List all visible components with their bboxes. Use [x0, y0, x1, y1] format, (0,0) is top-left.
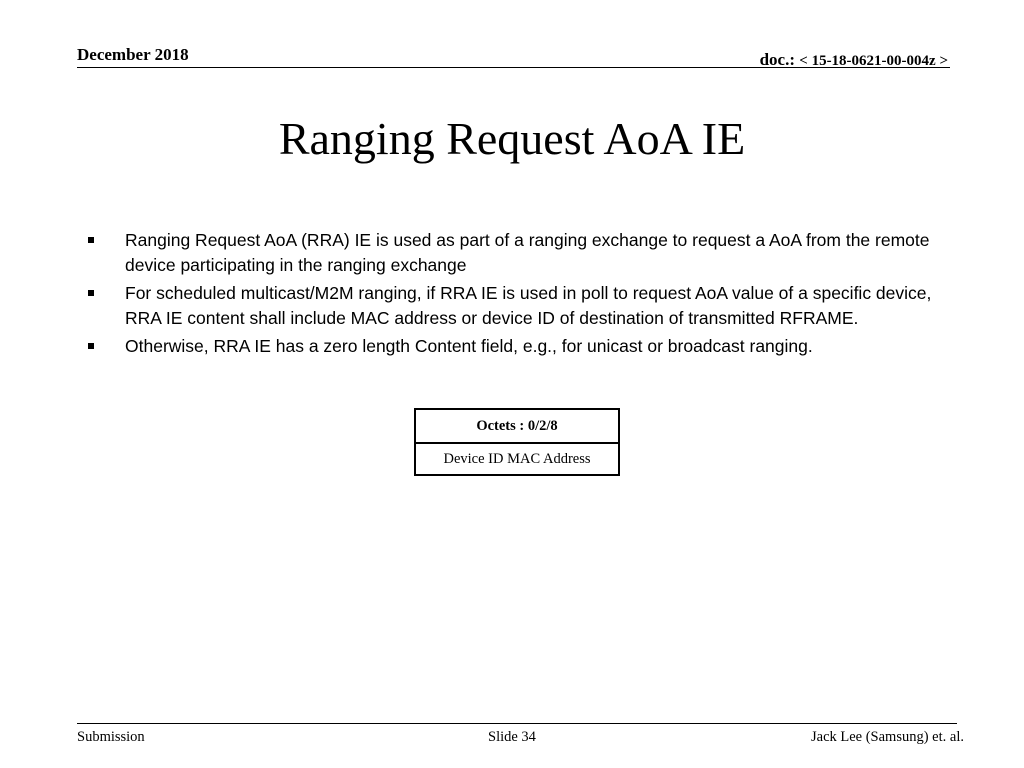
- table-row: [415, 443, 619, 475]
- bullet-list: [85, 228, 955, 363]
- table-header-row: [415, 409, 619, 443]
- bullet-item: [85, 281, 955, 330]
- header-date: December 2018: [77, 45, 189, 64]
- footer-slide-number: Slide 34: [488, 729, 536, 745]
- header-divider: [77, 67, 950, 68]
- footer-divider: [77, 723, 957, 724]
- square-bullet-icon: [88, 343, 94, 349]
- header-doc-id: [760, 49, 948, 72]
- ie-format-table: [414, 408, 620, 476]
- bullet-text: Otherwise, RRA IE has a zero length Content field, e.g., for unicast or broadcast ranging.: [125, 336, 813, 356]
- footer-author: Jack Lee (Samsung) et. al.: [810, 729, 964, 745]
- square-bullet-icon: [88, 290, 94, 296]
- doc-label: doc.:: [759, 50, 796, 69]
- doc-number: < 15-18-0621-00-004z >: [799, 53, 948, 69]
- device-id-mac-cell: Device ID MAC Address: [415, 443, 619, 475]
- bullet-text: Ranging Request AoA (RRA) IE is used as part of a ranging exchange to request a AoA from the remote device participating in the ranging exchange: [125, 230, 930, 275]
- octets-header-cell: Octets : 0/2/8: [415, 409, 619, 443]
- bullet-item: [85, 334, 955, 359]
- bullet-text: For scheduled multicast/M2M ranging, if RRA IE is used in poll to request AoA value of a specific device, RRA IE content shall include MAC address or device ID of destination of transmitted RFRAME.: [125, 283, 932, 328]
- slide-title: Ranging Request AoA IE: [278, 113, 746, 164]
- footer-submission: Submission: [77, 729, 145, 745]
- square-bullet-icon: [88, 237, 94, 243]
- bullet-item: [85, 228, 955, 277]
